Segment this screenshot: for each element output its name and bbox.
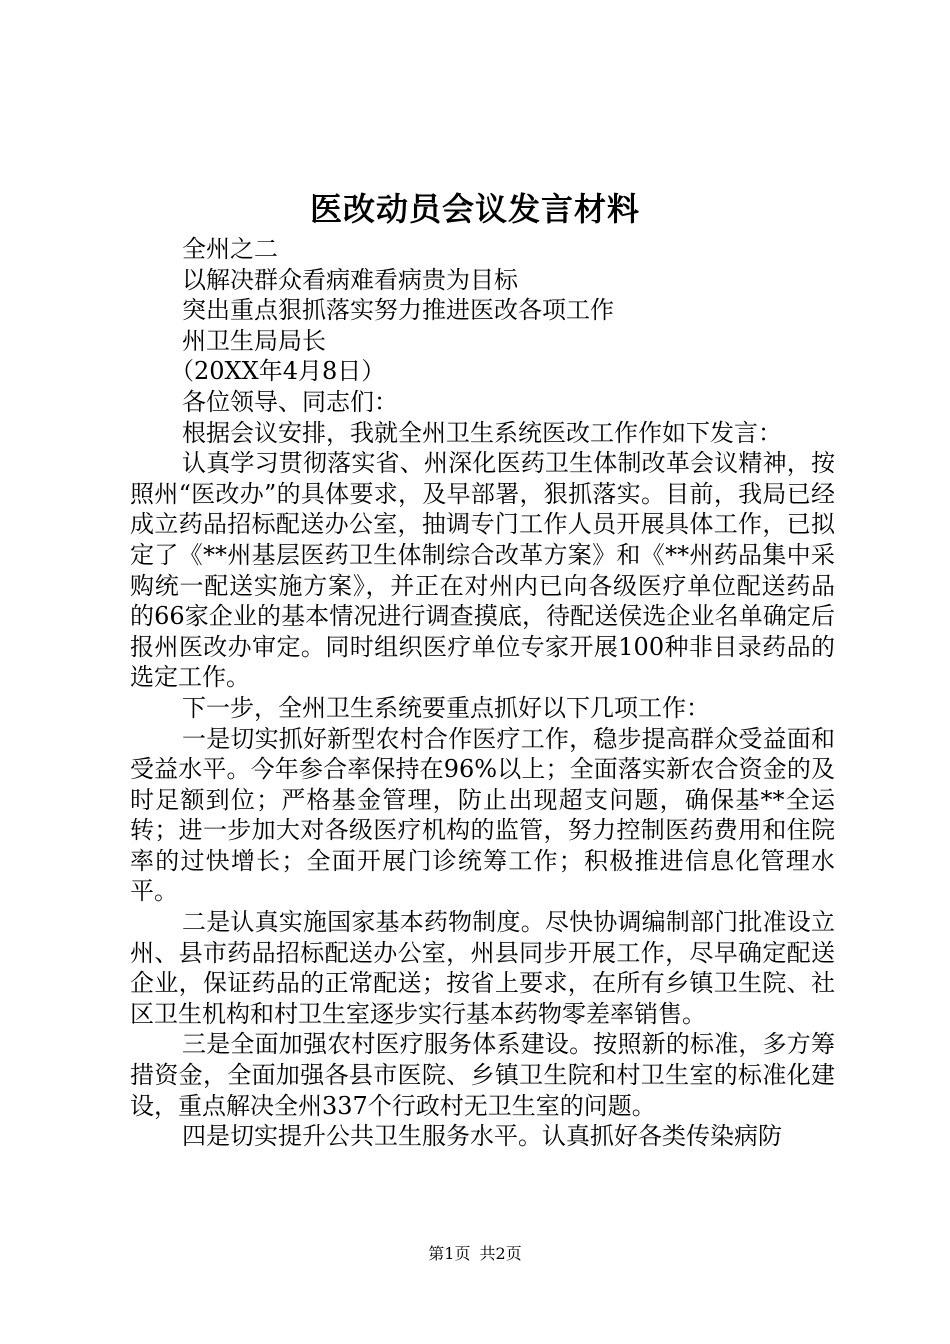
paragraph-3: 一是切实抓好新型农村合作医疗工作，稳步提高群众受益面和受益水平。今年参合率保持在96%以上；全面落实新农合资金的及时足额到位；严格基金管理，防止出现超支问题，确保基**全运转；进一步加大对各级医疗机构的监管，努力控制医药费用和住院率的过快增长；全面开展门诊统筹工作；积极推进信息化管理水平。 <box>130 724 835 906</box>
page-total: 共2页 <box>479 1244 522 1263</box>
header-line-theme: 突出重点狠抓落实努力推进医改各项工作 <box>182 296 614 325</box>
header-line-date: （20XX年4月8日） <box>170 357 386 386</box>
paragraph-1: 认真学习贯彻落实省、州深化医药卫生体制改革会议精神，按照州“医改办”的具体要求，及早部署，狠抓落实。目前，我局已经成立药品招标配送办公室，抽调专门工作人员开展具体工作，已拟定了《**州基层医药卫生体制综合改革方案》和《**州药品集中采购统一配送实施方案》，并正在对州内已向各级医疗单位配送药品的66家企业的基本情况进行调查摸底，待配送侯选企业名单确定后报州医改办审定。同时组织医疗单位专家开展100种非目录药品的选定工作。 <box>130 449 835 692</box>
page-number: 第1页 <box>428 1244 471 1263</box>
paragraph-6: 四是切实提升公共卫生服务水平。认真抓好各类传染病防 <box>182 1122 782 1151</box>
document-title: 医改动员会议发言材料 <box>309 190 640 228</box>
paragraph-5: 三是全面加强农村医疗服务体系建设。按照新的标准，多方筹措资金，全面加强各县市医院、乡镇卫生院和村卫生室的标准化建设，重点解决全州337个行政村无卫生室的问题。 <box>130 1030 835 1120</box>
header-line-speaker: 州卫生局局长 <box>182 326 326 355</box>
document-body <box>130 234 835 1152</box>
header-line-subtitle: 全州之二 <box>182 235 278 263</box>
page-footer <box>0 1244 950 1264</box>
header-line-intro: 根据会议安排，我就全州卫生系统医改工作作如下发言： <box>182 418 782 447</box>
paragraph-4: 二是认真实施国家基本药物制度。尽快协调编制部门批准设立州、县市药品招标配送办公室，州县同步开展工作，尽早确定配送企业，保证药品的正常配送；按省上要求，在所有乡镇卫生院、社区卫生机构和村卫生室逐步实行基本药物零差率销售。 <box>130 908 835 1028</box>
header-line-goal: 以解决群众看病难看病贵为目标 <box>182 265 518 294</box>
header-line-salutation: 各位领导、同志们： <box>182 387 398 416</box>
paragraph-2: 下一步，全州卫生系统要重点抓好以下几项工作： <box>182 693 710 722</box>
